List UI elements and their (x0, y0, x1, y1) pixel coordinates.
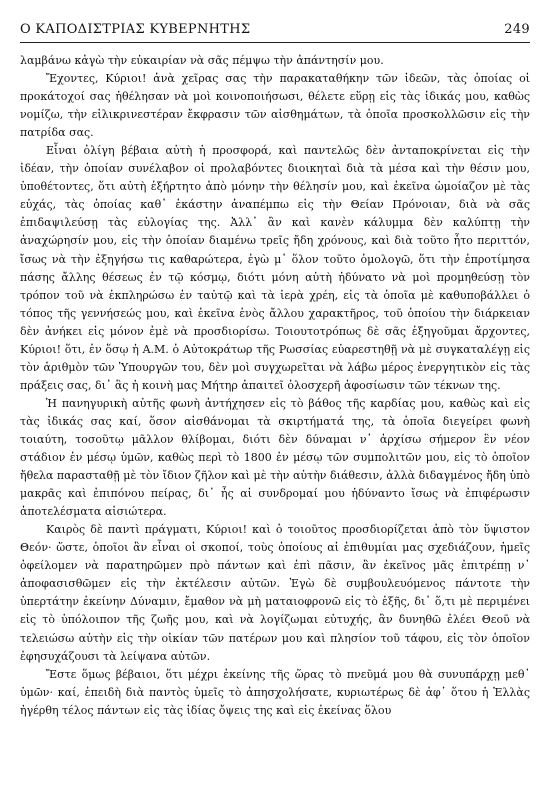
paragraph: Ἔχοντες, Κύριοι! ἀνὰ χεῖρας σας τὴν παρακαταθήκην τῶν ἰδεῶν, τὰς ὁποίας οἱ προκάτοχοί σας ἠθέλησαν νὰ μοὶ κοινοποιήσωσι, θέλετε εὕρῃ εἰς τὰς ἰδικάς μου, καθὼς νομίζω, τὴν εἰλικρινεστέραν ἔκφρασιν τῶν αἰσθημάτων, τὰ ὁποῖα προσκολλῶσιν εἰς τὴν πατρίδα σας. (20, 72, 530, 140)
paragraph: Ἡ πανηγυρικὴ αὐτῆς φωνὴ ἀντήχησεν εἰς τὸ βάθος τῆς καρδίας μου, καθὼς καὶ εἰς τὰς ἰδικάς σας καί, ὅσον αἰσθάνομαι τὰ σκιρτήματά της, τὰ ὁποῖα διεγείρει φωνὴ τοιαύτη, τοσοῦτῳ μᾶλλον θλίβομαι, διότι δὲν δύναμαι ν᾽ ἀρχίσω σήμερον ἓν νέον στάδιον ἐν μέσῳ ὑμῶν, καθὼς περὶ τὸ 1800 ἐν μέσῳ τῶν συμπολιτῶν μου, εἰς τὸ ὁποῖον ἤθελα παρασταθῇ μὲ τὸν ἴδιον ζῆλον καὶ μὲ τὴν αὐτὴν διάθεσιν, ἀλλὰ διδαγμένος ἤδη ὑπὸ μακρᾶς καὶ ἐπιπόνου πείρας, δι᾽ ἧς αἱ συνδρομαί μου ἠδύναντο ἴσως νὰ ἐπιφέρωσιν ἀποτελέσματα αἰσιώτερα. (20, 396, 530, 519)
paragraph: λαμβάνω κἀγὼ τὴν εὐκαιρίαν νὰ σᾶς πέμψω τὴν ἀπάντησίν μου. (20, 54, 384, 67)
paragraph: Ἔστε ὅμως βέβαιοι, ὅτι μέχρι ἐκείνης τῆς ὥρας τὸ πνεῦμά μου θὰ συνυπάρχῃ μεθ᾽ ὑμῶν· καί, ἐπειδὴ διὰ παντὸς ὑμεῖς τὸ ἀπησχολήσατε, κυριωτέρως δὲ ἀφ᾽ ὅτου ἡ Ἑλλὰς ἠγέρθη τέλος πάντων εἰς τὰς ἰδίας ὄψεις της καὶ εἰς ἐκείνας ὅλου (20, 667, 530, 717)
header-rule (20, 42, 530, 43)
running-title: Ο ΚΑΠΟΔΙΣΤΡΙΑΣ ΚΥΒΕΡΝΗΤΗΣ (20, 22, 251, 37)
page-header (20, 22, 530, 40)
paragraph: Εἶναι ὀλίγη βέβαια αὐτὴ ἡ προσφορά, καὶ παντελῶς δὲν ἀνταποκρίνεται εἰς τὴν ἰδέαν, τὴν ὁποίαν συνέλαβον οἱ προλαβόντες διοικηταὶ διὰ τὰ μέσα καὶ τὴν θέσιν μου, ὑποθέτοντες, ὅτι αὐτὴ ἐξήρτητο ἀπὸ μόνην τὴν θέλησίν μου, καὶ ἐκεῖνα ὡμοίαζον μὲ τὰς εὐχάς, τὰς ὁποίας καθ᾽ ἑκάστην ἀναπέμπω εἰς τὴν Θείαν Πρόνοιαν, διὰ νὰ σᾶς ἐπιδαψιλεύσῃ τὰς εὐλογίας της. Ἀλλ᾽ ἂν καὶ κανὲν κάλυμμα δὲν καλύπτῃ τὴν ἀναχώρησίν μου, εἰς τὴν ὁποίαν διαμένω τρεῖς ἤδη χρόνους, καὶ διὰ τοῦτο ἦτο περιττόν, ἴσως νὰ τὴν ἐξηγήσω τις καθαρώτερα, ἐγὼ μ᾽ ὅλον τοῦτο ὁμολογῶ, ὅτι τὴν ἐπροτίμησα πάσης ἄλλης θέσεως ἐν τῷ κόσμῳ, διότι μόνη αὐτὴ ἠδύνατο νὰ μοὶ προμηθεύσῃ τὸν τρόπον τοῦ νὰ ἐκπληρώσω ἐν ταὐτῷ καὶ τὰ ἱερὰ χρέη, εἰς τὰ ὁποῖα μὲ καθυποβάλλει ὁ τόπος τῆς γεννήσεώς μου, καὶ ἐκεῖνα ἑνὸς ἄλλου χαρακτῆρος, τοῦ ὁποίου τὴν διάρκειαν δὲν ἀνήκει εἰς μόνον ἐμὲ νὰ προσδιορίσω. Τοιουτοτρόπως δὲ σᾶς ἐξηγοῦμαι ἄρχοντες, Κύριοι! ὅτι, ἐν ὅσῳ ἡ Α.Μ. ὁ Αὐτοκράτωρ τῆς Ρωσσίας εὐαρεστηθῇ νὰ μὲ συγκαταλέγῃ εἰς τὸν ἀριθμὸν τῶν Ὑπουργῶν του, δὲν μοὶ συγχωρεῖται νὰ λάβω μέρος ἐνεργητικὸν εἰς τὰς πράξεις σας, δι᾽ ἃς ἡ κοινὴ μας Μήτηρ ἀπαιτεῖ ὁλοσχερῆ ἀφοσίωσιν τῶν τέκνων της. (20, 144, 530, 392)
document-page (20, 0, 530, 800)
paragraph: Καιρὸς δὲ παντὶ πράγματι, Κύριοι! καὶ ὁ τοιοῦτος προσδιορίζεται ἀπὸ τὸν ὕψιστον Θεόν· ὥστε, ὁποῖοι ἂν εἶναι οἱ σκοποί, τοὺς ὁποίους αἱ ἐπιθυμίαι μας σχεδιάζουν, ἡμεῖς ὀφείλομεν νὰ παρατηρῶμεν πρὸ πάντων καὶ ἐπὶ πᾶσιν, ἂν ἐκεῖνος μᾶς ἐπιτρέπῃ ν᾽ ἀποφασισθῶμεν εἰς τὴν ἐκτέλεσιν αὐτῶν. Ἐγὼ δὲ συμβουλευόμενος πάντοτε τὴν ὑπερτάτην ἐκείνην Δύναμιν, ἔμαθον νὰ μὴ ματαιοφρονῶ εἰς τὸ ἑξῆς, δι᾽ ὅ,τι μὲ περιμένει εἰς τὸ ὑπόλοιπον τῆς ζωῆς μου, καὶ νὰ λογίζωμαι εὐτυχής, ἂν δυνηθῶ ἐλέει Θεοῦ νὰ τελειώσω αὐτὴν εἰς τὴν οἰκίαν τῶν πατέρων μου καὶ πλησίον τοῦ τάφου, εἰς τὸν ὁποῖον ἐφησυχάζουσι τὰ λείψανα αὐτῶν. (20, 523, 530, 663)
body-text (20, 52, 530, 720)
page-number: 249 (504, 22, 530, 37)
